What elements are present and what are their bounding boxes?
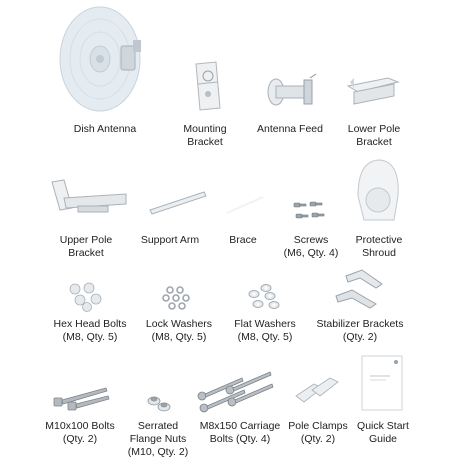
antenna-feed-image: [264, 72, 320, 110]
label-upper-pole-bracket: [48, 234, 124, 260]
label-protective-shroud: [344, 234, 414, 260]
label-quick-start-guide: [350, 420, 416, 446]
label-mounting-bracket: [165, 123, 245, 149]
label-line: (Qty. 2): [62, 433, 98, 445]
label-flat-washers: [222, 318, 308, 344]
label-line: Guide: [368, 433, 398, 445]
label-serrated-flange-nuts: [118, 420, 198, 459]
label-stabilizer-brackets: [308, 318, 412, 344]
label-line: Pole Clamps: [288, 420, 348, 432]
label-line: Stabilizer Brackets: [316, 318, 404, 330]
label-line: Dish Antenna: [73, 123, 137, 135]
label-m10x100-bolts: [38, 420, 122, 446]
label-line: Protective: [355, 234, 403, 246]
label-screws: [272, 234, 350, 260]
label-line: (M10, Qty. 2): [127, 446, 189, 458]
upper-pole-bracket-image: [50, 178, 130, 220]
label-line: (Qty. 2): [342, 331, 378, 343]
label-line: Antenna Feed: [257, 123, 323, 135]
label-hex-head-bolts: [40, 318, 140, 344]
label-dish-antenna: [60, 123, 150, 136]
m8x150-carriage-bolts-image: [196, 370, 276, 412]
label-line: Shroud: [362, 247, 396, 259]
label-line: Lower Pole: [347, 123, 401, 135]
lock-washers-image: [160, 286, 196, 310]
label-line: (M8, Qty. 5): [151, 331, 207, 343]
label-line: Mounting: [183, 123, 227, 135]
label-line: (M6, Qty. 4): [283, 247, 339, 259]
label-line: (M8, Qty. 5): [237, 331, 293, 343]
label-line: Bracket: [187, 136, 223, 148]
m10x100-bolts-image: [52, 384, 110, 412]
label-line: M10x100 Bolts: [45, 420, 115, 432]
label-lock-washers: [136, 318, 222, 344]
label-line: (Qty. 2): [300, 433, 336, 445]
label-line: Flat Washers: [234, 318, 296, 330]
label-line: Serrated: [137, 420, 179, 432]
label-line: Support Arm: [140, 234, 200, 246]
label-brace: [218, 234, 268, 247]
screws-image: [292, 200, 328, 224]
hex-head-bolts-image: [68, 282, 108, 312]
label-line: Bracket: [68, 247, 104, 259]
label-line: Screws: [293, 234, 329, 246]
label-line: Hex Head Bolts: [53, 318, 127, 330]
serrated-flange-nuts-image: [146, 394, 172, 414]
mounting-bracket-image: [190, 60, 226, 112]
label-line: Quick Start: [357, 420, 409, 432]
label-antenna-feed: [250, 123, 330, 136]
label-pole-clamps: [280, 420, 356, 446]
brace-image: [225, 195, 265, 215]
stabilizer-brackets-image: [332, 268, 386, 310]
support-arm-image: [148, 190, 208, 216]
label-line: (M8, Qty. 5): [62, 331, 118, 343]
quick-start-guide-image: [360, 354, 404, 412]
label-m8x150-carriage-bolts: [190, 420, 290, 446]
label-line: Brace: [229, 234, 257, 246]
label-line: Bracket: [356, 136, 392, 148]
flat-washers-image: [246, 284, 282, 310]
dish-antenna-image: [55, 4, 150, 114]
label-line: Flange Nuts: [129, 433, 187, 445]
pole-clamps-image: [294, 374, 342, 406]
label-line: M8x150 Carriage: [199, 420, 281, 432]
label-support-arm: [134, 234, 206, 247]
lower-pole-bracket-image: [344, 74, 402, 110]
label-line: Lock Washers: [145, 318, 213, 330]
label-lower-pole-bracket: [336, 123, 412, 149]
label-line: Bolts (Qty. 4): [209, 433, 271, 445]
label-line: Upper Pole: [59, 234, 113, 246]
protective-shroud-image: [352, 156, 404, 226]
